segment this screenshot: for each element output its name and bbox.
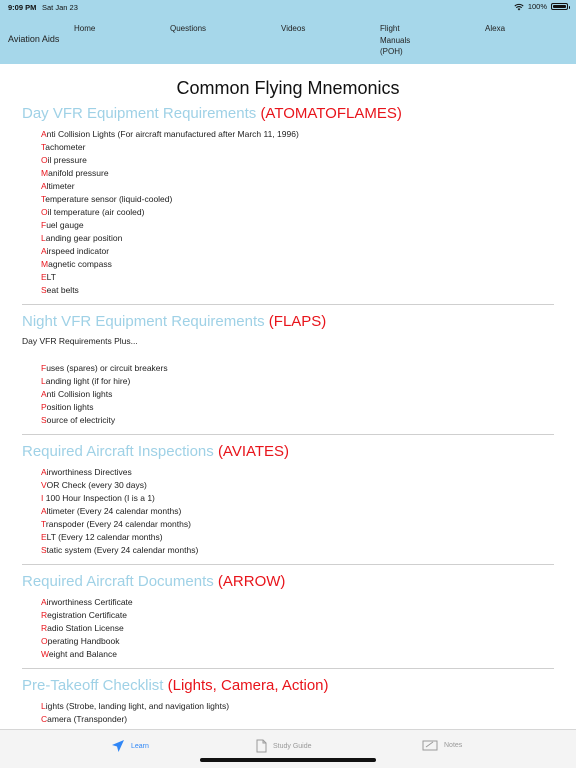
nav-flight-manuals[interactable] <box>380 23 410 58</box>
list-item <box>41 609 554 622</box>
mnemonic-letter: T <box>41 142 46 152</box>
list-item <box>41 284 554 297</box>
list-item-text: emperature sensor (liquid-cooled) <box>45 194 173 204</box>
wifi-icon <box>514 3 524 11</box>
list-item-text: il pressure <box>47 155 87 165</box>
section-mnemonic: (Lights, Camera, Action) <box>167 677 329 694</box>
mnemonic-letter: A <box>41 181 47 191</box>
mnemonic-letter: A <box>41 129 47 139</box>
list-item-text: nti Collision lights <box>46 389 113 399</box>
mnemonic-letter: A <box>41 246 47 256</box>
list-item <box>41 713 554 726</box>
mnemonic-letter: M <box>41 168 49 178</box>
battery-icon <box>551 3 568 10</box>
app-brand[interactable]: Aviation Aids <box>8 34 60 44</box>
mnemonic-letter: C <box>41 714 48 724</box>
section-title <box>22 573 554 590</box>
list-item-text: LT (Every 12 calendar months) <box>46 532 163 542</box>
list-item <box>41 414 554 427</box>
mnemonic-section <box>22 105 554 297</box>
list-item <box>41 362 554 375</box>
section-divider <box>22 668 554 669</box>
mnemonic-letter: L <box>41 233 46 243</box>
mnemonic-list <box>41 466 554 557</box>
list-item <box>41 505 554 518</box>
list-item-text: adio Station License <box>47 623 124 633</box>
list-item-text: anding light (if for hire) <box>45 376 131 386</box>
mnemonic-list <box>41 362 554 427</box>
list-item <box>41 388 554 401</box>
mnemonic-letter: T <box>41 519 46 529</box>
list-item <box>41 700 554 713</box>
list-item-text: ltimeter <box>46 181 75 191</box>
nav-videos[interactable]: Videos <box>281 24 306 33</box>
list-item <box>41 154 554 167</box>
content-scroll[interactable] <box>0 64 576 730</box>
section-title-text: Required Aircraft Documents <box>22 573 214 590</box>
list-item-text: osition lights <box>46 402 94 412</box>
mnemonic-letter: M <box>41 259 49 269</box>
section-mnemonic: (AVIATES) <box>217 443 290 460</box>
mnemonic-letter: O <box>41 207 48 217</box>
list-item-text: egistration Certificate <box>47 610 127 620</box>
nav-home[interactable]: Home <box>74 24 96 33</box>
list-item-text: amera (Transponder) <box>47 714 128 724</box>
list-item <box>41 622 554 635</box>
section-divider <box>22 434 554 435</box>
list-item-text: agnetic compass <box>48 259 112 269</box>
list-item-text: anding gear position <box>45 233 123 243</box>
nav-alexa[interactable]: Alexa <box>485 24 506 33</box>
list-item-text: ltimeter (Every 24 calendar months) <box>46 506 182 516</box>
notes-icon <box>422 739 438 751</box>
list-item-text: ranspoder (Every 24 calendar months) <box>45 519 191 529</box>
battery-percent: 100% <box>527 2 547 11</box>
section-title-text: Pre-Takeoff Checklist <box>22 677 164 694</box>
list-item <box>41 167 554 180</box>
status-date: Sat Jan 23 <box>42 3 78 12</box>
tab-learn[interactable] <box>111 739 149 753</box>
section-title-text: Night VFR Equipment Requirements <box>22 313 265 330</box>
mnemonic-letter: E <box>41 272 47 282</box>
status-time: 9:09 PM <box>8 3 37 12</box>
list-item-text: nti Collision Lights (For aircraft manufactured after March 11, 1996) <box>46 129 299 139</box>
list-item <box>41 193 554 206</box>
mnemonic-letter: E <box>41 532 47 542</box>
mnemonic-letter: F <box>41 220 47 230</box>
section-title-text: Required Aircraft Inspections <box>22 443 214 460</box>
mnemonic-list <box>41 128 554 297</box>
mnemonic-section <box>22 443 554 557</box>
nav-questions[interactable]: Questions <box>170 24 207 33</box>
tab-bar <box>0 729 576 768</box>
list-item <box>41 232 554 245</box>
nav-flight-manuals-line: Manuals <box>380 35 411 45</box>
mnemonic-letter: O <box>41 155 48 165</box>
mnemonic-letter: T <box>41 194 46 204</box>
list-item <box>41 544 554 557</box>
list-item-text: ource of electricity <box>46 415 116 425</box>
mnemonic-letter: A <box>41 467 47 477</box>
status-bar <box>0 0 576 14</box>
mnemonic-letter: R <box>41 610 48 620</box>
list-item <box>41 635 554 648</box>
nav-flight-manuals-line: Flight <box>380 24 400 33</box>
list-item <box>41 180 554 193</box>
list-item <box>41 401 554 414</box>
mnemonic-letter: V <box>41 480 47 490</box>
list-item-text: anifold pressure <box>48 168 109 178</box>
document-icon <box>256 739 267 753</box>
section-divider <box>22 564 554 565</box>
list-item-text: il temperature (air cooled) <box>47 207 145 217</box>
home-indicator <box>200 758 376 762</box>
mnemonic-letter: A <box>41 389 47 399</box>
list-item <box>41 466 554 479</box>
list-item-text: irspeed indicator <box>46 246 110 256</box>
list-item-text: OR Check (every 30 days) <box>46 480 147 490</box>
section-divider <box>22 304 554 305</box>
list-item-text: perating Handbook <box>47 636 120 646</box>
list-item <box>41 492 554 505</box>
mnemonic-letter: F <box>41 363 47 373</box>
mnemonic-section <box>22 573 554 661</box>
mnemonic-letter: A <box>41 506 47 516</box>
tab-notes[interactable] <box>422 739 462 751</box>
list-item <box>41 375 554 388</box>
mnemonic-letter: S <box>41 285 47 295</box>
list-item-text: irworthiness Directives <box>46 467 132 477</box>
tab-notes-label: Notes <box>444 741 463 749</box>
list-item <box>41 206 554 219</box>
mnemonic-letter: O <box>41 636 48 646</box>
list-item-text: uel gauge <box>46 220 84 230</box>
section-title-text: Day VFR Equipment Requirements <box>22 105 257 122</box>
list-item <box>41 245 554 258</box>
page-title: Common Flying Mnemonics <box>176 78 400 98</box>
list-item <box>41 271 554 284</box>
mnemonic-letter: A <box>41 597 47 607</box>
list-item <box>41 141 554 154</box>
top-nav <box>0 14 576 64</box>
mnemonic-letter: S <box>41 415 47 425</box>
list-item-text: uses (spares) or circuit breakers <box>46 363 168 373</box>
mnemonic-letter: L <box>41 376 46 386</box>
section-mnemonic: (ARROW) <box>217 573 286 590</box>
mnemonic-letter: P <box>41 402 47 412</box>
list-item-text: 100 Hour Inspection (I is a 1) <box>43 493 155 503</box>
list-item-text: tatic system (Every 24 calendar months) <box>46 545 199 555</box>
section-title <box>22 105 554 122</box>
list-item-text: irworthiness Certificate <box>46 597 133 607</box>
mnemonic-section <box>22 313 554 427</box>
mnemonic-letter: W <box>41 649 49 659</box>
tab-learn-label: Learn <box>131 742 149 750</box>
section-mnemonic: (FLAPS) <box>268 313 327 330</box>
list-item <box>41 596 554 609</box>
status-right <box>514 2 568 11</box>
mnemonic-sections <box>0 105 576 739</box>
list-item <box>41 648 554 661</box>
list-item <box>41 518 554 531</box>
section-title <box>22 677 554 694</box>
section-mnemonic: (ATOMATOFLAMES) <box>260 105 402 122</box>
list-item <box>41 479 554 492</box>
list-item-text: eight and Balance <box>48 649 117 659</box>
paper-plane-icon <box>111 739 125 753</box>
list-item-text: eat belts <box>46 285 79 295</box>
section-title <box>22 313 554 330</box>
list-item <box>41 219 554 232</box>
section-intro: Day VFR Requirements Plus... <box>22 336 138 346</box>
mnemonic-letter: S <box>41 545 47 555</box>
tab-study-guide[interactable] <box>256 739 312 753</box>
list-item-text: LT <box>46 272 56 282</box>
nav-flight-manuals-line: (POH) <box>380 47 403 56</box>
mnemonic-letter: L <box>41 701 46 711</box>
list-item-text: achometer <box>45 142 86 152</box>
list-item <box>41 258 554 271</box>
list-item-text: ights (Strobe, landing light, and navigation lights) <box>45 701 230 711</box>
list-item <box>41 128 554 141</box>
mnemonic-letter: I <box>41 493 44 503</box>
list-item <box>41 531 554 544</box>
tab-study-guide-label: Study Guide <box>273 742 312 750</box>
mnemonic-list <box>41 596 554 661</box>
mnemonic-letter: R <box>41 623 48 633</box>
section-title <box>22 443 554 460</box>
